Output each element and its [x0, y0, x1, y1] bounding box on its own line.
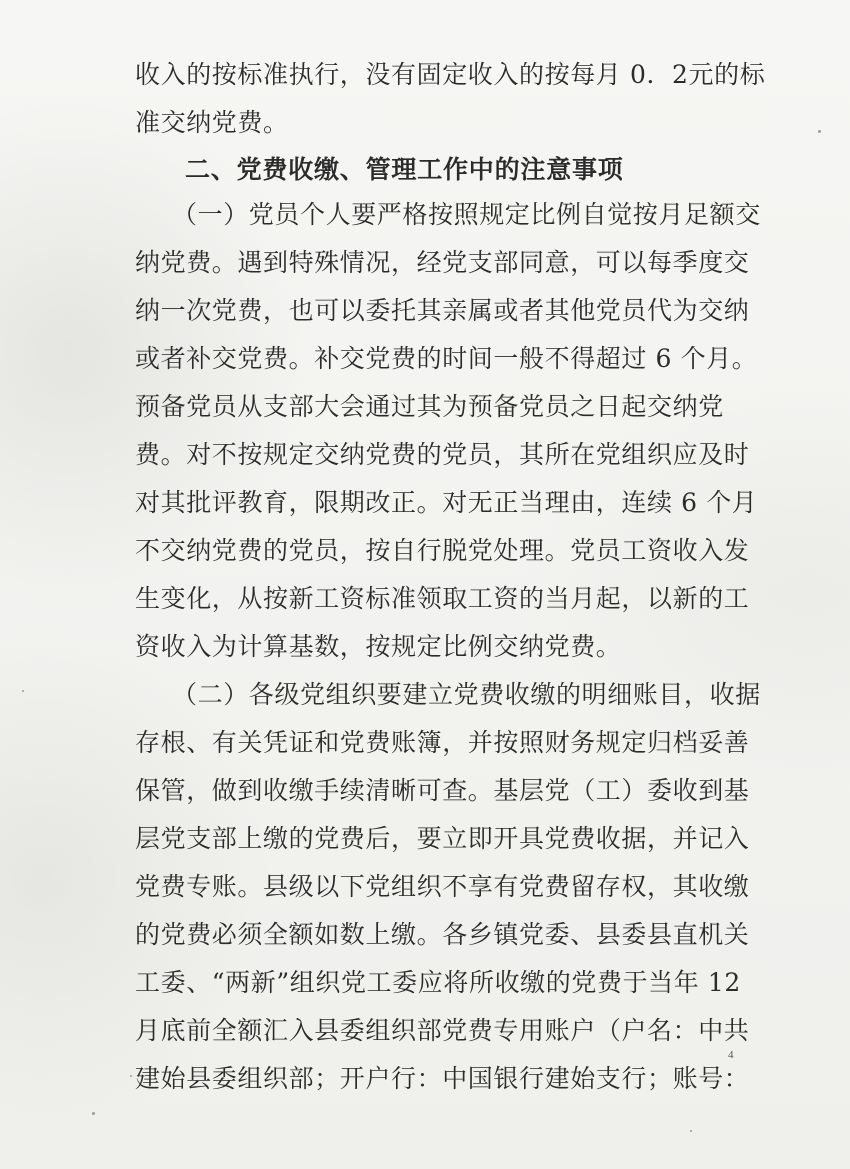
text-line-1: 收入的按标准执行，没有固定收入的按每月 0．2元的标	[135, 60, 766, 89]
text-line-20: 工委、“两新”组织党工委应将所收缴的党费于当年 12	[135, 968, 741, 997]
text-line-14: （二）各级党组织要建立党费收缴的明细账目，收据	[172, 680, 761, 709]
text-line-9: 费。对不按规定交纳党费的党员，其所在党组织应及时	[135, 440, 750, 469]
text-line-5: 纳党费。遇到特殊情况，经党支部同意，可以每季度交	[135, 248, 750, 277]
text-line-2: 准交纳党费。	[135, 108, 289, 137]
scan-speck	[818, 130, 821, 133]
section-heading: 二、党费收缴、管理工作中的注意事项	[185, 155, 624, 184]
text-line-17: 层党支部上缴的党费后，要立即开具党费收据，并记入	[135, 824, 750, 853]
scan-speck	[690, 1130, 692, 1132]
text-line-16: 保管，做到收缴手续清晰可查。基层党（工）委收到基	[135, 776, 750, 805]
page-number: 4	[728, 1049, 734, 1061]
text-line-11: 不交纳党费的党员，按自行脱党处理。党员工资收入发	[135, 536, 750, 565]
text-line-21: 月底前全额汇入县委组织部党费专用账户（户名：中共	[135, 1016, 750, 1045]
text-line-19: 的党费必须全额如数上缴。各乡镇党委、县委县直机关	[135, 920, 750, 949]
text-line-4: （一）党员个人要严格按照规定比例自觉按月足额交	[172, 200, 761, 229]
text-line-18: 党费专账。县级以下党组织不享有党费留存权，其收缴	[135, 872, 750, 901]
text-line-8: 预备党员从支部大会通过其为预备党员之日起交纳党	[135, 392, 724, 421]
scan-speck	[130, 1075, 132, 1077]
scan-speck	[22, 690, 24, 692]
text-line-6: 纳一次党费，也可以委托其亲属或者其他党员代为交纳	[135, 296, 750, 325]
scan-speck	[92, 1112, 95, 1115]
text-line-15: 存根、有关凭证和党费账簿，并按照财务规定归档妥善	[135, 728, 750, 757]
text-line-22: 建始县委组织部；开户行：中国银行建始支行；账号：	[135, 1064, 750, 1093]
text-line-13: 资收入为计算基数，按规定比例交纳党费。	[135, 632, 622, 661]
text-line-7: 或者补交党费。补交党费的时间一般不得超过 6 个月。	[135, 344, 758, 373]
text-line-12: 生变化，从按新工资标准领取工资的当月起，以新的工	[135, 584, 750, 613]
text-line-10: 对其批评教育，限期改正。对无正当理由，连续 6 个月	[135, 488, 758, 517]
